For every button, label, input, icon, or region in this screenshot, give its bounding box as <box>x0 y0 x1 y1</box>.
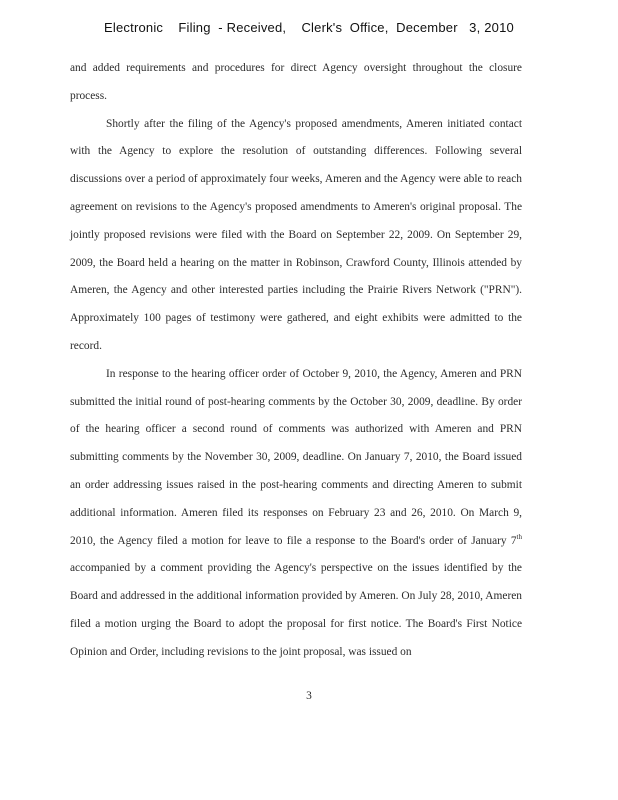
paragraph-text-part-1: In response to the hearing officer order of October 9, 2010, the Agency, Ameren and PRN submitted the initial round of post-hearing comments by the October 30, 2009, deadline. By order of the hearing officer a second round of comments was authorized with Ameren and PRN submitting comments by the November 30, 2009, deadline. On January 7, 2010, the Board issued an order addressing issues raised in the post-hearing comments and directing Ameren to submit additional information. Ameren filed its responses on February 23 and 26, 2010. On March 9, 2010, the Agency filed a motion for leave to file a response to the Board's order of January 7 <box>70 367 522 547</box>
paragraph-joint-proposal: Shortly after the filing of the Agency's proposed amendments, Ameren initiated contact with the Agency to explore the resolution of outstanding differences. Following several discussions over a period of approximately four weeks, Ameren and the Agency were able to reach agreement on revisions to the Agency's proposed amendments to Ameren's original proposal. The jointly proposed revisions were filed with the Board on September 22, 2009. On September 29, 2009, the Board held a hearing on the matter in Robinson, Crawford County, Illinois attended by Ameren, the Agency and other interested parties including the Prairie Rivers Network ("PRN"). Approximately 100 pages of testimony were gathered, and eight exhibits were admitted to the record. <box>70 117 522 352</box>
paragraph-text-part-2: accompanied by a comment providing the Agency's perspective on the issues identified by the Board and addressed in the additional information provided by Ameren. On July 28, 2010, Ameren filed a motion urging the Board to adopt the proposal for first notice. The Board's First Notice Opinion and Order, including revisions to the joint proposal, was issued on <box>70 562 522 658</box>
filing-stamp-header: Electronic Filing - Received, Clerk's Office, December 3, 2010 <box>104 20 514 35</box>
paragraph-post-hearing <box>70 361 522 667</box>
document-body <box>70 55 522 667</box>
ordinal-superscript: th <box>516 532 522 541</box>
paragraph-continuation: and added requirements and procedures for direct Agency oversight throughout the closure process. <box>70 62 522 102</box>
page-number: 3 <box>306 690 312 702</box>
